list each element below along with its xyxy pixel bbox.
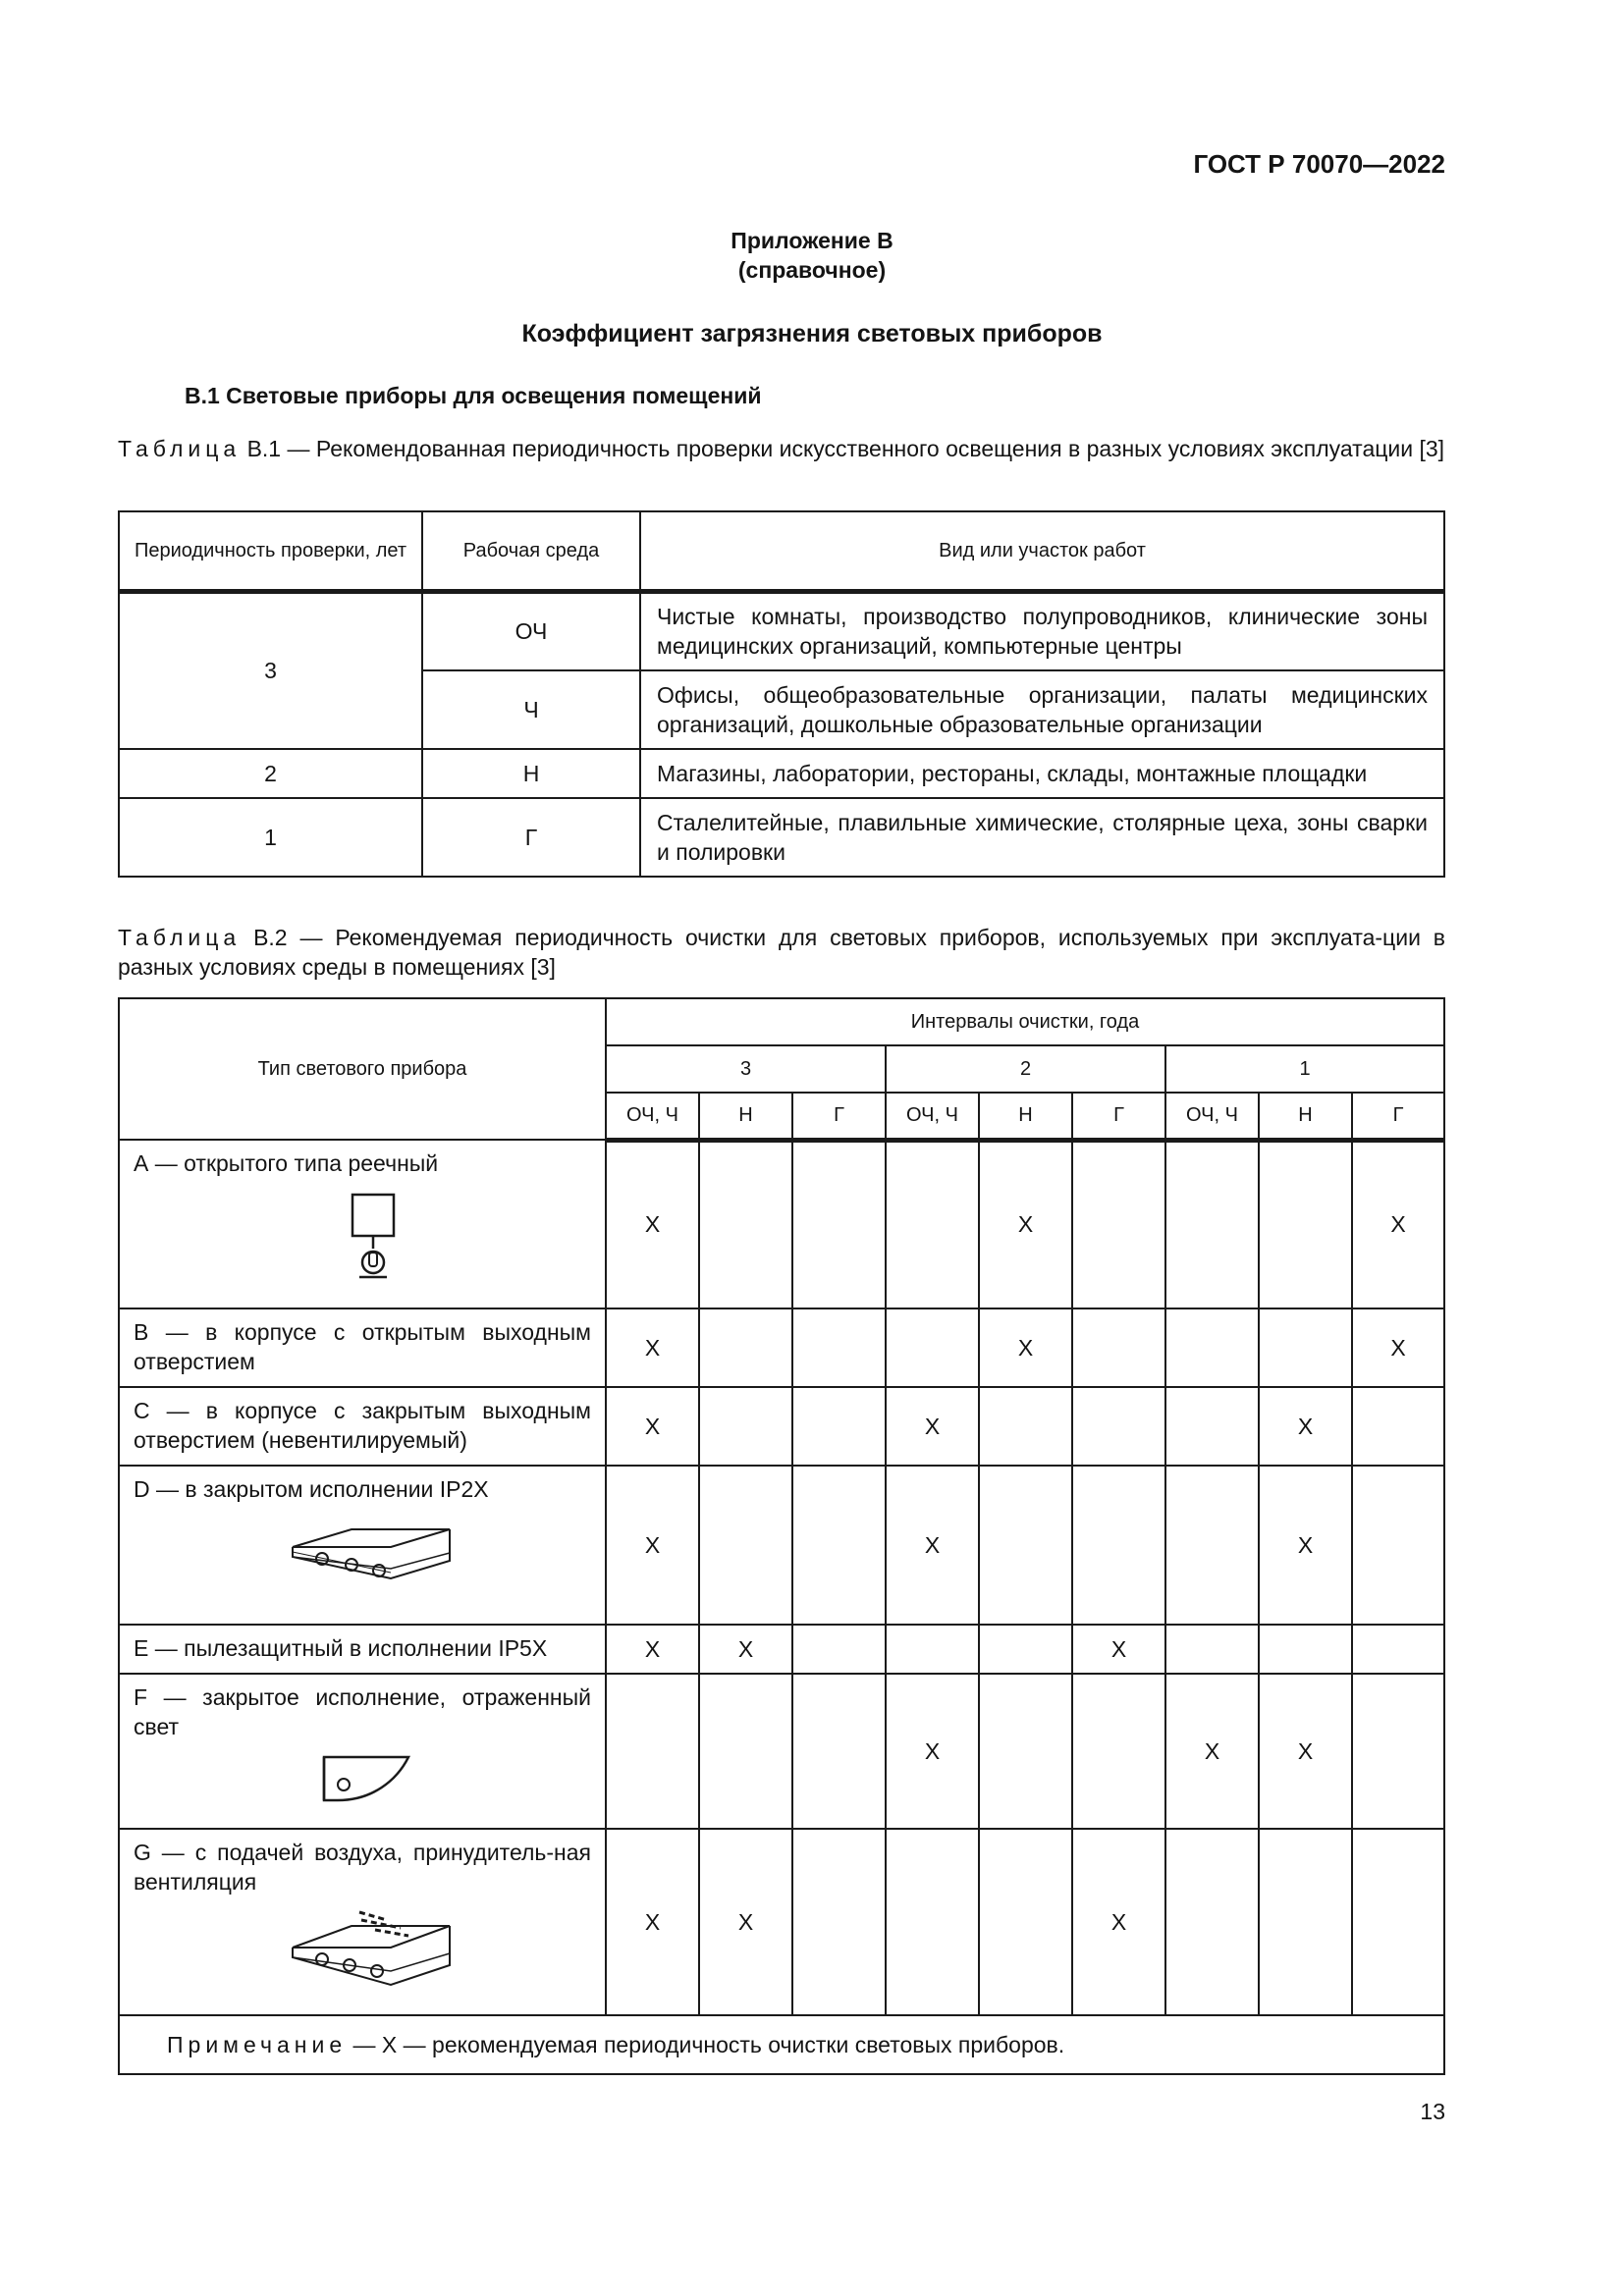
table-row: [119, 1140, 1444, 1308]
interval-cell: [1165, 1387, 1259, 1466]
luminaire-type-cell: [119, 1829, 606, 2015]
interval-cell: [606, 1387, 699, 1466]
interval-mark: X: [737, 1908, 754, 1935]
env-header: Н: [699, 1093, 792, 1140]
table-row: [119, 1625, 1444, 1674]
year-header: 1: [1165, 1045, 1444, 1093]
table2-caption-word: Таблица: [118, 925, 242, 950]
interval-cell: [886, 1387, 979, 1466]
interval-mark: X: [1297, 1413, 1314, 1439]
luminaire-type-cell: [119, 1308, 606, 1387]
environment-cell: Н: [422, 749, 640, 798]
table-row: [119, 798, 1444, 877]
env-header: Г: [792, 1093, 886, 1140]
table2-header-row: [119, 998, 1444, 1045]
env-header: ОЧ, Ч: [886, 1093, 979, 1140]
interval-mark: X: [924, 1531, 941, 1558]
table-row: [119, 1387, 1444, 1466]
note-row: [119, 2015, 1444, 2074]
interval-mark: X: [644, 1531, 661, 1558]
luminaire-type-cell: [119, 1140, 606, 1308]
interval-cell: [1352, 1466, 1444, 1625]
interval-mark: X: [644, 1635, 661, 1662]
interval-cell: [1352, 1308, 1444, 1387]
environment-cell: ОЧ: [422, 592, 640, 670]
interval-cell: [606, 1140, 699, 1308]
table-row: [119, 1308, 1444, 1387]
interval-cell: [1072, 1387, 1165, 1466]
interval-cell: [979, 1466, 1072, 1625]
env-header: ОЧ, Ч: [1165, 1093, 1259, 1140]
interval-cell: [792, 1625, 886, 1674]
interval-cell: [1072, 1674, 1165, 1829]
work-cell: Сталелитейные, плавильные химические, столярные цеха, зоны сварки и полировки: [640, 798, 1444, 877]
interval-cell: [886, 1674, 979, 1829]
luminaire-type-cell: [119, 1625, 606, 1674]
table1-header-row: [119, 511, 1444, 592]
luminaire-type-cell: [119, 1466, 606, 1625]
col-work-header: Вид или участок работ: [640, 511, 1444, 592]
interval-cell: [1072, 1625, 1165, 1674]
interval-cell: [1165, 1829, 1259, 2015]
interval-cell: [979, 1387, 1072, 1466]
interval-mark: X: [644, 1211, 661, 1238]
interval-cell: [1259, 1140, 1352, 1308]
interval-cell: [1165, 1308, 1259, 1387]
interval-mark: X: [644, 1908, 661, 1935]
annex-title: Приложение В: [731, 228, 893, 253]
interval-mark: X: [1110, 1908, 1127, 1935]
interval-cell: [792, 1674, 886, 1829]
interval-cell: [1165, 1674, 1259, 1829]
interval-cell: [699, 1466, 792, 1625]
env-header: Н: [979, 1093, 1072, 1140]
table2-caption: [118, 923, 1445, 982]
col-period-header: Периодичность проверки, лет: [119, 511, 422, 592]
luminaire-type-label: В — в корпусе с открытым выходным отверстием: [134, 1319, 591, 1374]
table-row: [119, 1674, 1444, 1829]
interval-mark: X: [1390, 1211, 1406, 1238]
interval-cell: [1259, 1466, 1352, 1625]
interval-cell: [1352, 1625, 1444, 1674]
interval-cell: [1072, 1140, 1165, 1308]
interval-mark: X: [1204, 1737, 1220, 1764]
luminaire-type-label: Е — пылезащитный в исполнении IP5X: [134, 1635, 548, 1661]
work-cell: Магазины, лаборатории, рестораны, склады, монтажные площадки: [640, 749, 1444, 798]
luminaire-type-label: А — открытого типа реечный: [134, 1150, 439, 1176]
interval-cell: [1072, 1466, 1165, 1625]
interval-cell: [699, 1140, 792, 1308]
year-header: 2: [886, 1045, 1165, 1093]
luminaire-type-label: G — с подачей воздуха, принудитель-ная вентиляция: [134, 1840, 591, 1895]
interval-mark: X: [737, 1635, 754, 1662]
interval-cell: [979, 1308, 1072, 1387]
interval-mark: X: [644, 1334, 661, 1361]
interval-cell: [1072, 1829, 1165, 2015]
col-environment-header: Рабочая среда: [422, 511, 640, 592]
interval-cell: [979, 1829, 1072, 2015]
interval-cell: [1259, 1308, 1352, 1387]
interval-cell: [886, 1466, 979, 1625]
work-cell: Чистые комнаты, производство полупроводников, клинические зоны медицинских организаций, компьютерные центры: [640, 592, 1444, 670]
luminaire-type-label: F — закрытое исполнение, отраженный свет: [134, 1684, 591, 1739]
interval-mark: X: [1390, 1334, 1406, 1361]
enclosed-luminaire-icon: [281, 1520, 591, 1595]
interval-cell: [699, 1308, 792, 1387]
environment-cell: Г: [422, 798, 640, 877]
interval-cell: [1259, 1829, 1352, 2015]
interval-cell: [792, 1308, 886, 1387]
ventilated-luminaire-icon: [281, 1906, 591, 2002]
interval-mark: X: [1110, 1635, 1127, 1662]
interval-cell: [606, 1308, 699, 1387]
interval-mark: X: [1017, 1211, 1034, 1238]
luminaire-type-label: D — в закрытом исполнении IP2X: [134, 1476, 489, 1502]
table1-caption: [118, 434, 1445, 463]
note-text: — X — рекомендуемая периодичность очистки световых приборов.: [352, 2031, 1065, 2057]
interval-mark: X: [924, 1413, 941, 1439]
env-header: ОЧ, Ч: [606, 1093, 699, 1140]
luminaire-type-cell: [119, 1387, 606, 1466]
interval-cell: [979, 1140, 1072, 1308]
interval-cell: [886, 1140, 979, 1308]
table-row: [119, 1829, 1444, 2015]
interval-cell: [606, 1674, 699, 1829]
interval-cell: [606, 1829, 699, 2015]
period-cell: 3: [119, 592, 422, 749]
table-row: [119, 1466, 1444, 1625]
interval-cell: [1352, 1674, 1444, 1829]
interval-cell: [886, 1625, 979, 1674]
reflector-luminaire-icon: [318, 1751, 591, 1813]
note-word: Примечание: [167, 2031, 348, 2057]
interval-mark: X: [1297, 1737, 1314, 1764]
table-b2: [118, 997, 1445, 2075]
interval-cell: [1259, 1625, 1352, 1674]
interval-cell: [886, 1308, 979, 1387]
interval-mark: X: [924, 1737, 941, 1764]
table1-caption-word: Таблица: [118, 436, 242, 461]
interval-cell: [1352, 1829, 1444, 2015]
page-title: Коэффициент загрязнения световых приборов: [521, 320, 1103, 347]
interval-cell: [792, 1387, 886, 1466]
interval-cell: [1259, 1387, 1352, 1466]
env-header: Н: [1259, 1093, 1352, 1140]
table2-caption-text: В.2 — Рекомендуемая периодичность очистки для световых приборов, используемых при эксплуата-ции в разных условиях среды в помещениях [3]: [118, 925, 1446, 980]
interval-mark: X: [1297, 1531, 1314, 1558]
section-heading: В.1 Световые приборы для освещения помещений: [185, 383, 762, 408]
interval-cell: [699, 1625, 792, 1674]
interval-cell: [1165, 1140, 1259, 1308]
page-number: 13: [1420, 2099, 1445, 2124]
interval-cell: [886, 1829, 979, 2015]
interval-cell: [792, 1466, 886, 1625]
env-header: Г: [1352, 1093, 1444, 1140]
standard-number: ГОСТ Р 70070—2022: [1193, 149, 1445, 179]
interval-cell: [699, 1829, 792, 2015]
interval-cell: [792, 1140, 886, 1308]
annex-subtitle: (справочное): [737, 257, 887, 283]
annex-heading: [0, 226, 1624, 285]
table-row: [119, 749, 1444, 798]
open-batten-luminaire-icon: [338, 1192, 591, 1289]
table-b1: [118, 510, 1445, 878]
luminaire-type-cell: [119, 1674, 606, 1829]
interval-cell: [1165, 1625, 1259, 1674]
period-cell: 2: [119, 749, 422, 798]
interval-cell: [699, 1387, 792, 1466]
year-header: 3: [606, 1045, 886, 1093]
interval-mark: X: [1017, 1334, 1034, 1361]
env-header: Г: [1072, 1093, 1165, 1140]
interval-cell: [1352, 1140, 1444, 1308]
interval-cell: [792, 1829, 886, 2015]
interval-mark: X: [644, 1413, 661, 1439]
table-row: [119, 592, 1444, 670]
interval-cell: [1259, 1674, 1352, 1829]
interval-cell: [1165, 1466, 1259, 1625]
interval-cell: [699, 1674, 792, 1829]
interval-cell: [1352, 1387, 1444, 1466]
table1-caption-text: В.1 — Рекомендованная периодичность проверки искусственного освещения в разных условиях эксплуатации [3]: [246, 436, 1445, 461]
environment-cell: Ч: [422, 670, 640, 749]
interval-cell: [606, 1466, 699, 1625]
work-cell: Офисы, общеобразовательные организации, палаты медицинских организаций, дошкольные образовательные организации: [640, 670, 1444, 749]
luminaire-type-label: С — в корпусе с закрытым выходным отверстием (невентилируемый): [134, 1398, 591, 1453]
interval-cell: [979, 1674, 1072, 1829]
col-type-header: Тип светового прибора: [119, 998, 606, 1140]
interval-cell: [1072, 1308, 1165, 1387]
interval-cell: [979, 1625, 1072, 1674]
period-cell: 1: [119, 798, 422, 877]
intervals-header: Интервалы очистки, года: [606, 998, 1444, 1045]
interval-cell: [606, 1625, 699, 1674]
note-cell: [119, 2015, 1444, 2074]
